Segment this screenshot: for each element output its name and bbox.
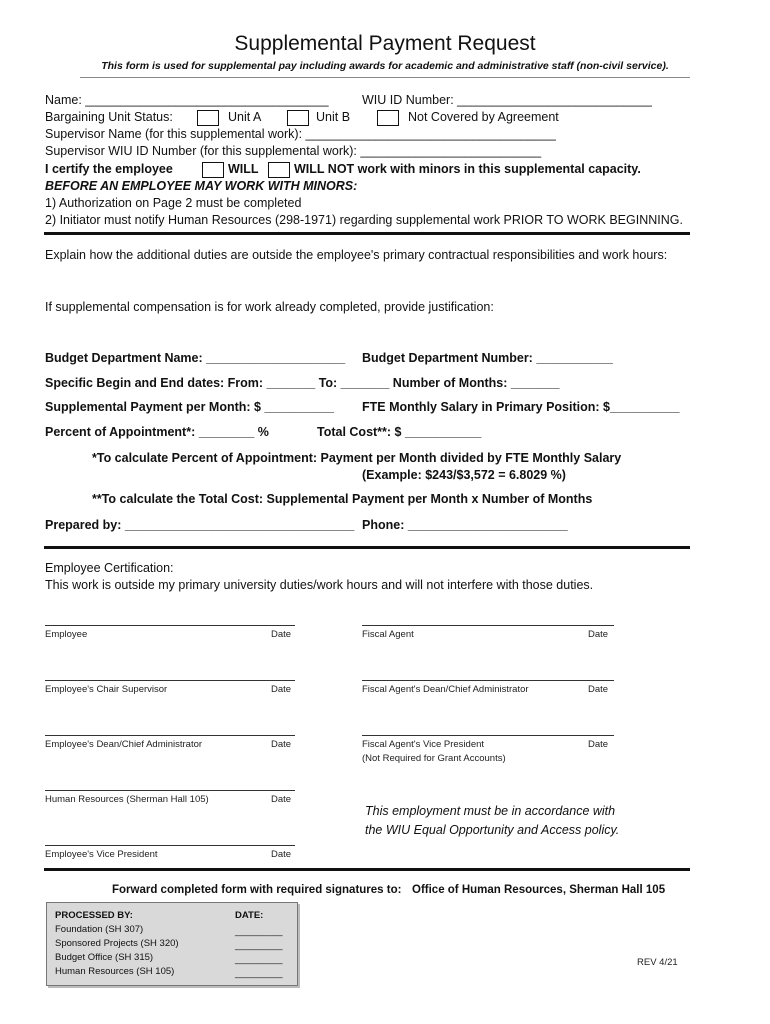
chair-supervisor-label: Employee's Chair Supervisor <box>45 684 168 695</box>
employee-vp-label: Employee's Vice President <box>45 849 158 860</box>
title-rule <box>80 77 690 78</box>
minors-heading: BEFORE AN EMPLOYEE MAY WORK WITH MINORS: <box>45 179 358 193</box>
payment-per-month-field[interactable]: Supplemental Payment per Month: $ __________ <box>45 400 334 414</box>
justification-prompt: If supplemental compensation is for work already completed, provide justification: <box>45 300 494 314</box>
hr-signature-line[interactable] <box>45 790 295 791</box>
policy-note-1: This employment must be in accordance with <box>365 804 616 818</box>
fiscal-dean-label: Fiscal Agent's Dean/Chief Administrator <box>362 684 529 695</box>
unit-b-label: Unit B <box>316 110 351 124</box>
employee-vp-signature-line[interactable] <box>45 845 295 846</box>
processed-date-blank[interactable]: _________ <box>235 926 283 937</box>
explain-prompt: Explain how the additional duties are outside the employee's primary contractual responsibilities and work hours: <box>45 248 668 262</box>
not-covered-checkbox[interactable] <box>377 110 399 126</box>
processed-heading: PROCESSED BY: <box>55 910 133 921</box>
policy-note-2: the WIU Equal Opportunity and Access policy. <box>365 823 620 837</box>
calc-note-total: **To calculate the Total Cost: Supplemental Payment per Month x Number of Months <box>92 492 593 506</box>
certify-label: I certify the employee <box>45 162 173 176</box>
will-label: WILL <box>228 162 259 176</box>
minors-rule-2: 2) Initiator must notify Human Resources (298-1971) regarding supplemental work PRIOR TO WORK BEGINNING. <box>45 213 683 227</box>
processed-item: Sponsored Projects (SH 320) <box>55 938 179 949</box>
chair-supervisor-date-label: Date <box>271 684 292 695</box>
forward-label: Forward completed form with required signatures to: <box>112 884 402 896</box>
will-not-label: WILL NOT work with minors in this supplemental capacity. <box>294 162 641 176</box>
budget-dept-number-field[interactable]: Budget Department Number: ___________ <box>362 351 613 365</box>
fiscal-agent-signature-line[interactable] <box>362 625 614 626</box>
processed-by-box <box>46 902 298 986</box>
fiscal-dean-signature-line[interactable] <box>362 680 614 681</box>
employee-dean-signature-line[interactable] <box>45 735 295 736</box>
processed-date-blank[interactable]: _________ <box>235 940 283 951</box>
calc-note-example: (Example: $243/$3,572 = 6.8029 %) <box>362 468 566 482</box>
will-checkbox[interactable] <box>202 162 224 178</box>
unit-b-checkbox[interactable] <box>287 110 309 126</box>
not-covered-label: Not Covered by Agreement <box>408 110 559 124</box>
employee-signature-line[interactable] <box>45 625 295 626</box>
certification-text: This work is outside my primary university duties/work hours and will not interfere with those duties. <box>45 578 594 592</box>
minors-rule-1: 1) Authorization on Page 2 must be completed <box>45 196 302 210</box>
revision-label: REV 4/21 <box>637 957 678 968</box>
prepared-by-field[interactable]: Prepared by: _________________________________ <box>45 518 355 532</box>
bargaining-label: Bargaining Unit Status: <box>45 110 173 124</box>
processed-date-heading: DATE: <box>235 910 264 921</box>
employee-dean-label: Employee's Dean/Chief Administrator <box>45 739 203 750</box>
fiscal-agent-label: Fiscal Agent <box>362 629 414 640</box>
unit-a-checkbox[interactable] <box>197 110 219 126</box>
fiscal-dean-date-label: Date <box>588 684 609 695</box>
unit-a-label: Unit A <box>228 110 262 124</box>
fiscal-agent-date-label: Date <box>588 629 609 640</box>
budget-dept-name-field[interactable]: Budget Department Name: ____________________ <box>45 351 346 365</box>
section-divider <box>44 232 690 235</box>
section-divider-3 <box>44 868 690 871</box>
fiscal-vp-label: Fiscal Agent's Vice President <box>362 739 485 750</box>
processed-date-blank[interactable]: _________ <box>235 954 283 965</box>
processed-item: Budget Office (SH 315) <box>55 952 154 963</box>
fiscal-vp-date-label: Date <box>588 739 609 750</box>
fiscal-vp-note: (Not Required for Grant Accounts) <box>362 753 506 764</box>
wiu-id-field[interactable]: WIU ID Number: ____________________________ <box>362 93 652 107</box>
chair-supervisor-signature-line[interactable] <box>45 680 295 681</box>
employee-signature-label: Employee <box>45 629 88 640</box>
employee-vp-date-label: Date <box>271 849 292 860</box>
will-not-checkbox[interactable] <box>268 162 290 178</box>
percent-appointment-field[interactable]: Percent of Appointment*: ________ % <box>45 425 269 439</box>
hr-date-label: Date <box>271 794 292 805</box>
supervisor-name-field[interactable]: Supervisor Name (for this supplemental work): ____________________________________ <box>45 127 556 141</box>
processed-item: Human Resources (SH 105) <box>55 966 175 977</box>
employee-date-label: Date <box>271 629 292 640</box>
fte-salary-field[interactable]: FTE Monthly Salary in Primary Position: $__________ <box>362 400 680 414</box>
forward-to: Office of Human Resources, Sherman Hall 105 <box>412 884 666 896</box>
phone-field[interactable]: Phone: _______________________ <box>362 518 568 532</box>
employee-dean-date-label: Date <box>271 739 292 750</box>
calc-note-percent: *To calculate Percent of Appointment: Payment per Month divided by FTE Monthly Salary <box>92 451 622 465</box>
certification-heading: Employee Certification: <box>45 561 174 575</box>
dates-field[interactable]: Specific Begin and End dates: From: _______ To: _______ Number of Months: _______ <box>45 376 560 390</box>
name-field[interactable]: Name: ___________________________________ <box>45 93 329 107</box>
supervisor-id-field[interactable]: Supervisor WIU ID Number (for this supplemental work): __________________________ <box>45 144 542 158</box>
total-cost-field[interactable]: Total Cost**: $ ___________ <box>317 425 482 439</box>
page-subtitle: This form is used for supplemental pay including awards for academic and administrative staff (non-civil service). <box>101 60 669 72</box>
section-divider-2 <box>44 546 690 549</box>
fiscal-vp-signature-line[interactable] <box>362 735 614 736</box>
processed-item: Foundation (SH 307) <box>55 924 144 935</box>
hr-label: Human Resources (Sherman Hall 105) <box>45 794 209 805</box>
page-title: Supplemental Payment Request <box>234 32 536 55</box>
processed-date-blank[interactable]: _________ <box>235 968 283 979</box>
